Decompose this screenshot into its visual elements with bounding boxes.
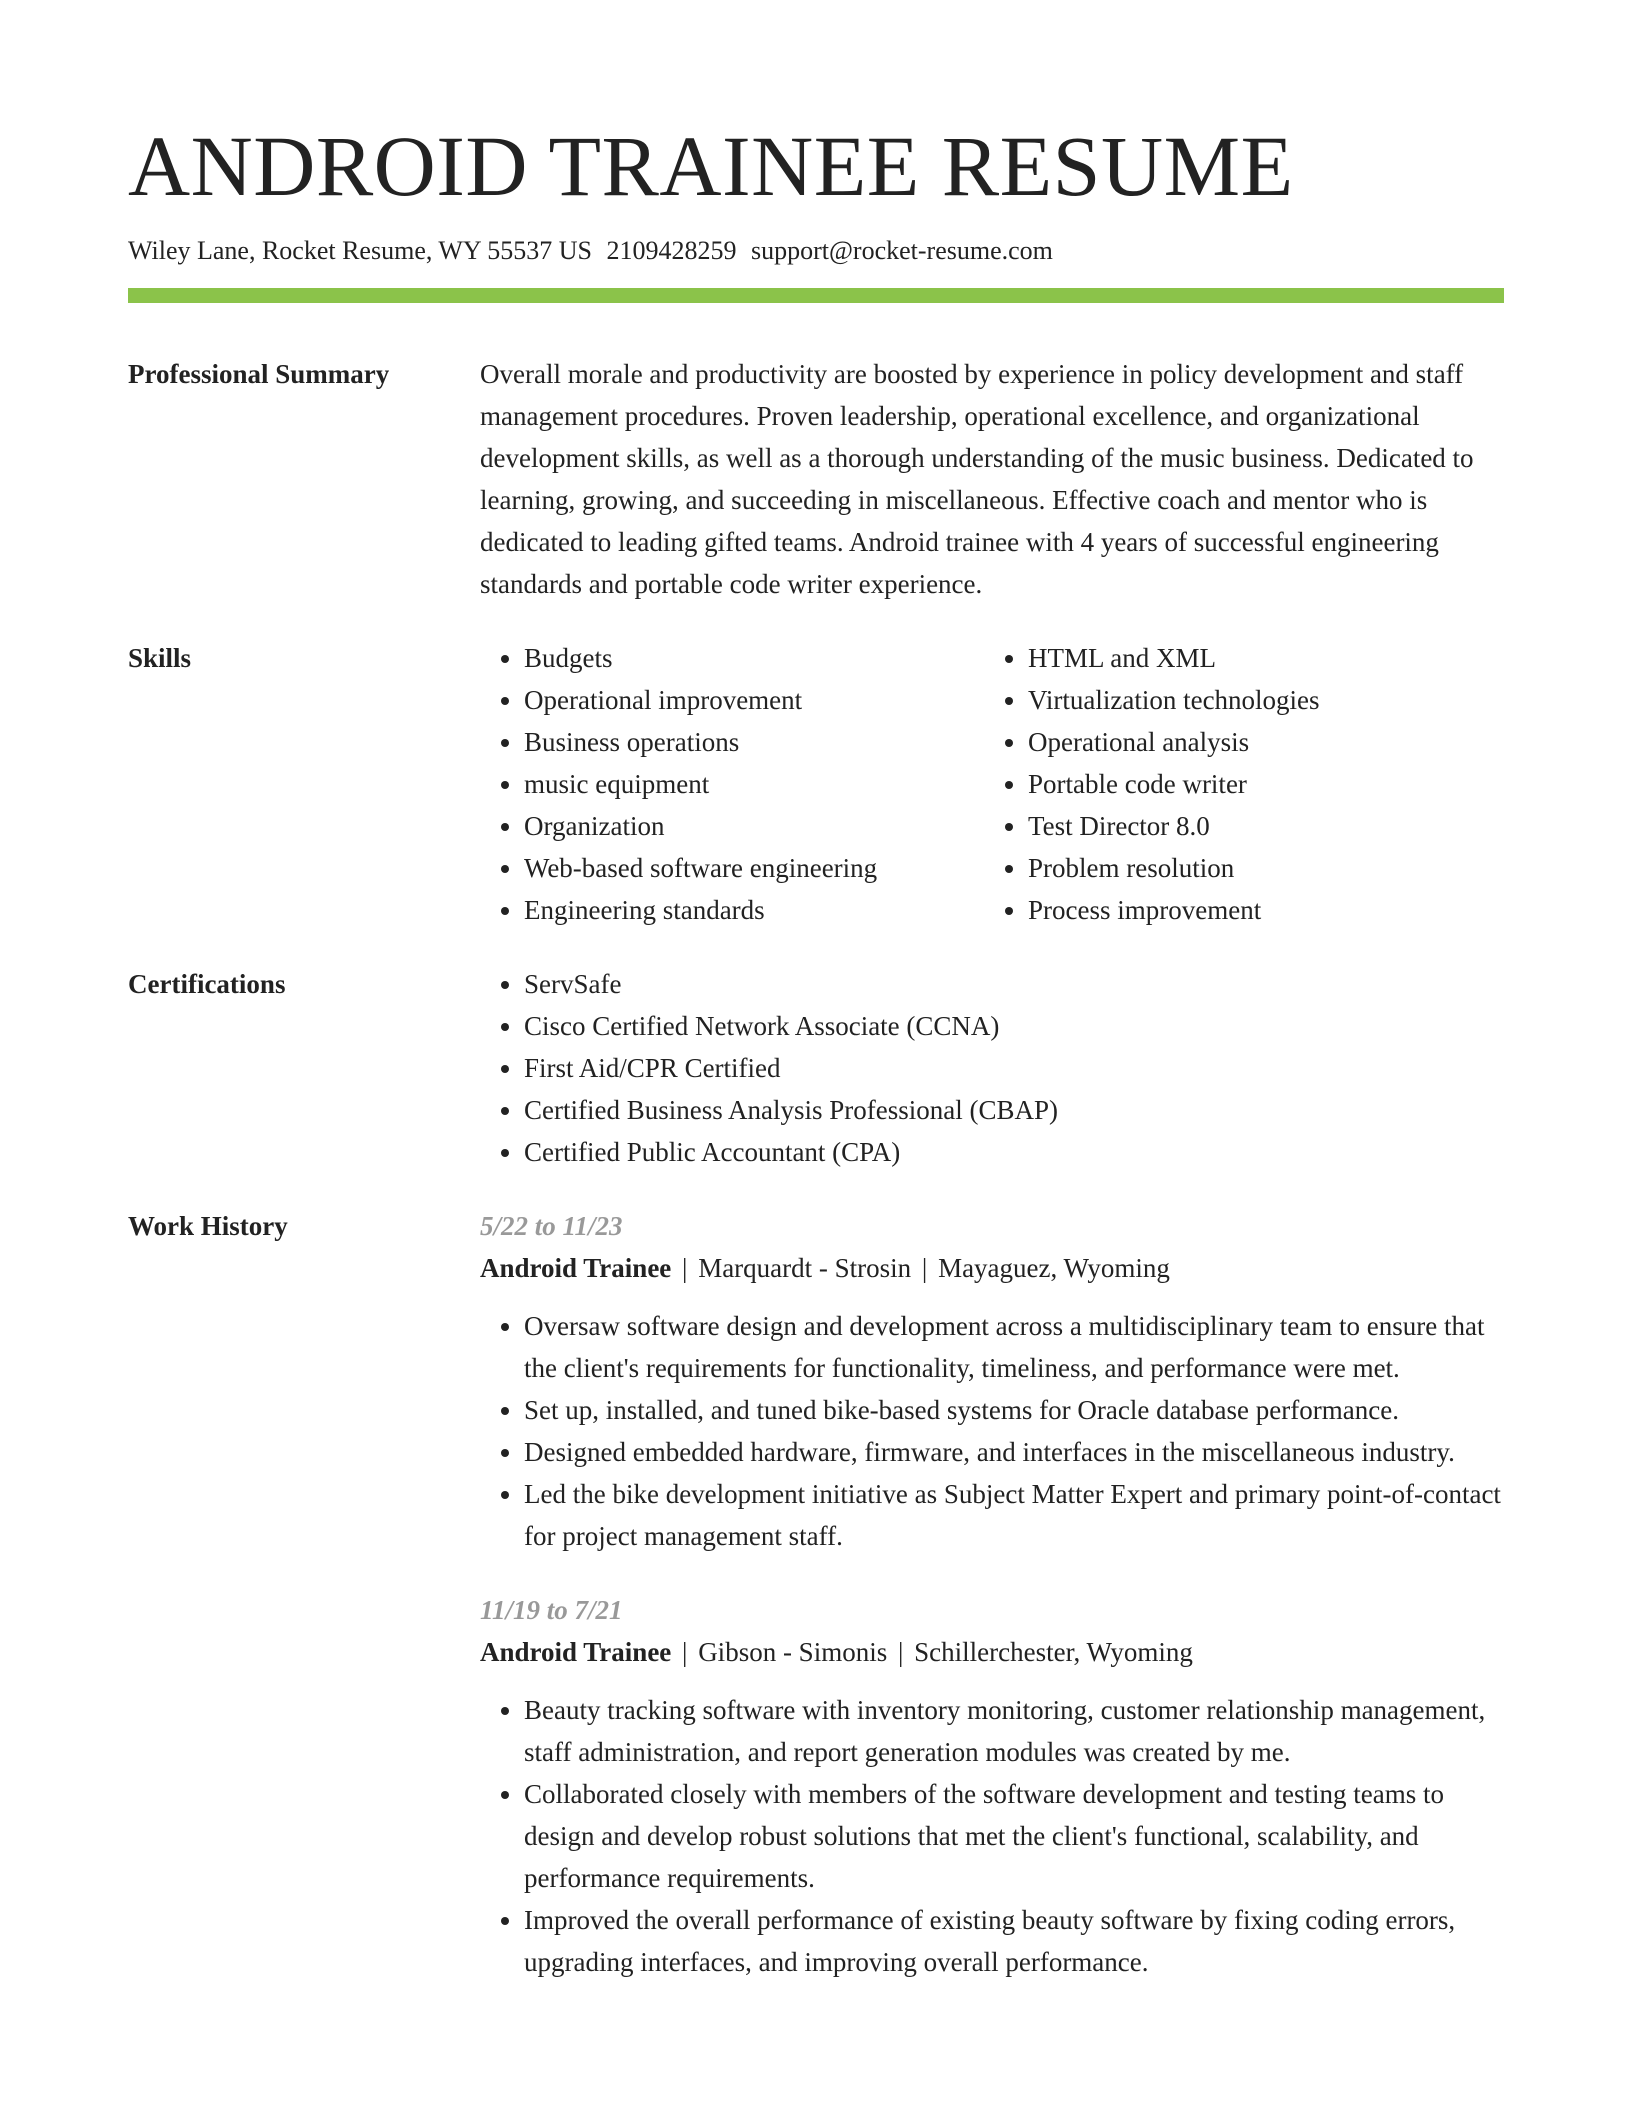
skill-item: • Budgets (524, 637, 984, 679)
skill-item: • Process improvement (1028, 889, 1488, 931)
summary-section (128, 353, 1504, 605)
skill-item: • Portable code writer (1028, 763, 1488, 805)
job-heading (480, 1247, 1504, 1289)
skills-grid (480, 637, 1504, 931)
job-bullet: • Designed embedded hardware, firmware, and interfaces in the miscellaneous industry. (524, 1431, 1504, 1473)
skills-list-right (984, 637, 1488, 931)
certifications-section (128, 963, 1504, 1173)
skills-heading: Skills (128, 643, 192, 673)
work-history-section (128, 1205, 1504, 1983)
skill-item: • Problem resolution (1028, 847, 1488, 889)
skill-item: • Operational analysis (1028, 721, 1488, 763)
skill-item: • Organization (524, 805, 984, 847)
job-location: Mayaguez, Wyoming (938, 1253, 1170, 1283)
job-separator: | (921, 1253, 928, 1283)
job-company: Marquardt - Strosin (698, 1253, 912, 1283)
job-bullets (480, 1305, 1504, 1557)
header-divider (128, 288, 1504, 303)
job-location: Schillerchester, Wyoming (914, 1637, 1193, 1667)
skill-item: • Operational improvement (524, 679, 984, 721)
job-company: Gibson - Simonis (698, 1637, 888, 1667)
skill-item: • music equipment (524, 763, 984, 805)
job-separator: | (682, 1637, 688, 1667)
contact-phone: 2109428259 (606, 236, 737, 265)
skill-item: • HTML and XML (1028, 637, 1488, 679)
job-entry (480, 1589, 1504, 1983)
job-entry (480, 1205, 1504, 1557)
skill-item: • Test Director 8.0 (1028, 805, 1488, 847)
job-separator: | (682, 1253, 688, 1283)
resume-title: ANDROID TRAINEE RESUME (128, 118, 1294, 214)
skill-item: • Business operations (524, 721, 984, 763)
job-separator: | (897, 1637, 904, 1667)
work-history-heading: Work History (128, 1211, 288, 1241)
skill-item: • Web-based software engineering (524, 847, 984, 889)
job-title: Android Trainee (480, 1637, 672, 1667)
certifications-list (480, 963, 1504, 1173)
job-dates: 11/19 to 7/21 (480, 1595, 623, 1625)
job-bullets (480, 1689, 1504, 1983)
job-heading (480, 1631, 1504, 1673)
job-bullet: • Set up, installed, and tuned bike-based systems for Oracle database performance. (524, 1389, 1504, 1431)
certification-item: • Certified Business Analysis Professional (CBAP) (524, 1089, 1504, 1131)
job-bullet: • Led the bike development initiative as Subject Matter Expert and primary point-of-contact for project management staff. (524, 1473, 1504, 1557)
contact-email: support@rocket-resume.com (750, 236, 1053, 265)
certification-item: • First Aid/CPR Certified (524, 1047, 1504, 1089)
certification-item: • Certified Public Accountant (CPA) (524, 1131, 1504, 1173)
job-bullet: • Oversaw software design and development across a multidisciplinary team to ensure that the client's requirements for functionality, timeliness, and performance were met. (524, 1305, 1504, 1389)
job-bullet: • Collaborated closely with members of the software development and testing teams to design and develop robust solutions that met the client's functional, scalability, and performance requirements. (524, 1773, 1504, 1899)
summary-text: Overall morale and productivity are boosted by experience in policy development and staff management procedures. Proven leadership, operational excellence, and organizational development skills, as well as a thorough understanding of the music business. Dedicated to learning, growing, and succeeding in miscellaneous. Effective coach and mentor who is dedicated to leading gifted teams. Android trainee with 4 years of successful engineering standards and portable code writer experience. (480, 359, 1474, 599)
skill-item: • Engineering standards (524, 889, 984, 931)
certification-item: • ServSafe (524, 963, 1504, 1005)
job-dates: 5/22 to 11/23 (480, 1211, 623, 1241)
certifications-heading: Certifications (128, 969, 286, 999)
job-bullet: • Beauty tracking software with inventory monitoring, customer relationship management, staff administration, and report generation modules was created by me. (524, 1689, 1504, 1773)
certification-item: • Cisco Certified Network Associate (CCNA) (524, 1005, 1504, 1047)
contact-address: Wiley Lane, Rocket Resume, WY 55537 US (128, 236, 592, 265)
summary-heading: Professional Summary (128, 359, 390, 389)
job-bullet: • Improved the overall performance of existing beauty software by fixing coding errors, upgrading interfaces, and improving overall performance. (524, 1899, 1504, 1983)
skills-list-left (480, 637, 984, 931)
skills-section (128, 637, 1504, 931)
job-title: Android Trainee (480, 1253, 672, 1283)
contact-line (128, 234, 1504, 268)
skill-item: • Virtualization technologies (1028, 679, 1488, 721)
